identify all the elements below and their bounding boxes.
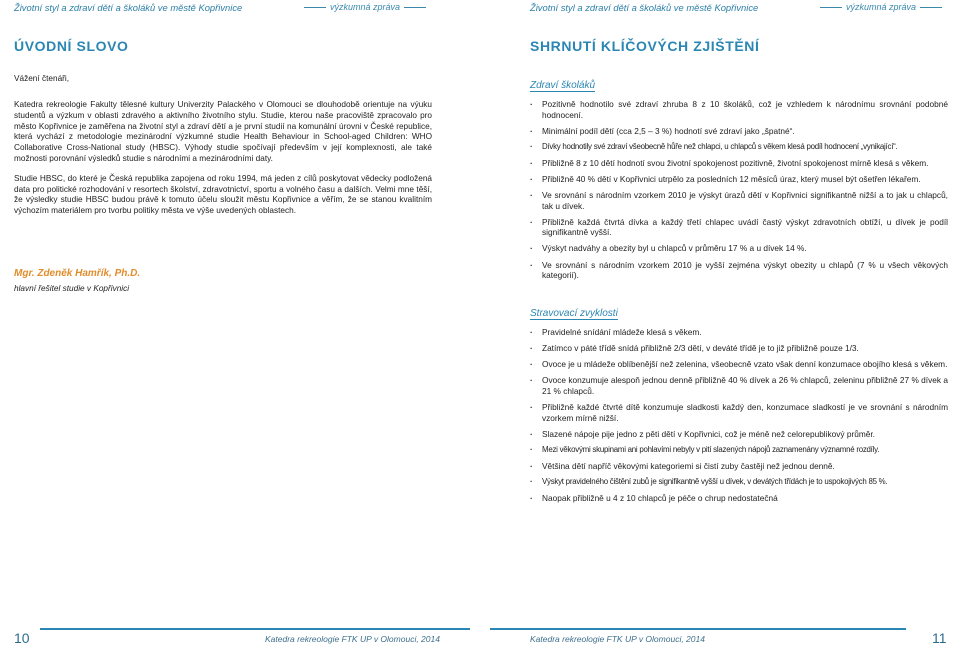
report-tag-rule <box>304 7 326 8</box>
list-item: · Většina dětí napříč věkovými kategoriemi si čistí zuby častěji než jednou denně. <box>530 461 948 472</box>
report-tag <box>816 2 946 12</box>
right-page <box>480 0 960 654</box>
report-tag-rule <box>920 7 942 8</box>
section-heading: SHRNUTÍ KLÍČOVÝCH ZJIŠTĚNÍ <box>530 38 760 54</box>
list-item: · Výskyt nadváhy a obezity byl u chlapců v průměru 17 % a u dívek 14 %. <box>530 243 948 254</box>
list-item: · Ovoce je u mládeže oblíbenější než zelenina, všeobecně vzato však denní konzumace obojího klesá s věkem. <box>530 359 948 370</box>
nutrition-findings-list <box>530 327 948 509</box>
list-item: · Pravidelné snídání mládeže klesá s věkem. <box>530 327 948 338</box>
list-item: · Přibližně každá čtvrtá dívka a každý třetí chlapec uvádí častý výskyt zdravotních obtíží, u dívek je podíl signifikantně vyšší. <box>530 217 948 238</box>
subsection-title-nutrition-text: Stravovací zvyklosti <box>530 308 618 319</box>
section-heading: ÚVODNÍ SLOVO <box>14 38 129 54</box>
list-item: · Přibližně 40 % dětí v Kopřivnici utrpělo za posledních 12 měsíců úraz, který musel být ošetřen lékařem. <box>530 174 948 185</box>
list-item: · Minimální podíl dětí (cca 2,5 – 3 %) hodnotí své zdraví jako „špatné“. <box>530 126 948 137</box>
list-item: · Pozitivně hodnotilo své zdraví zhruba 8 z 10 školáků, což je vzhledem k národnímu srovnání podobné hodnocení. <box>530 99 948 120</box>
page-number: 10 <box>14 630 30 646</box>
intro-text <box>14 100 432 226</box>
list-item: · Ve srovnání s národním vzorkem 2010 je vyšší zejména výskyt obezity u chlapů (7 % u všech věkových kategorií). <box>530 260 948 281</box>
list-item: · Mezi věkovými skupinami ani pohlavími nebyly v pití slazených nápojů zaznamenány významné rozdíly. <box>530 445 948 456</box>
list-item: · Zatímco v páté třídě snídá přibližně 2/3 dětí, v deváté třídě je to již přibližně pouze 1/3. <box>530 343 948 354</box>
footer-text: Katedra rekreologie FTK UP v Olomouci, 2014 <box>265 634 440 644</box>
list-item: · Naopak přibližně u 4 z 10 chlapců je péče o chrup nedostatečná <box>530 493 948 504</box>
running-head: Životní styl a zdraví dětí a školáků ve městě Kopřivnice <box>14 2 243 13</box>
list-item: · Ovoce konzumuje alespoň jednou denně přibližně 40 % dívek a 26 % chlapců, zeleninu přibližně 27 % dívek a 21 % chlapců. <box>530 375 948 396</box>
running-head: Životní styl a zdraví dětí a školáků ve městě Kopřivnice <box>530 2 759 13</box>
report-tag-rule <box>404 7 426 8</box>
salutation: Vážení čtenáři, <box>14 74 70 83</box>
health-findings-list <box>530 99 948 286</box>
report-tag-label: výzkumná zpráva <box>329 2 400 12</box>
list-item: · Ve srovnání s národním vzorkem 2010 je výskyt úrazů dětí v Kopřivnici signifikantně nižší a to jak u chlapců, tak u dívek. <box>530 190 948 211</box>
signature-role: hlavní řešitel studie v Kopřivnici <box>14 284 130 293</box>
footer-text: Katedra rekreologie FTK UP v Olomouci, 2014 <box>530 634 705 644</box>
list-item: · Přibližně každé čtvrté dítě konzumuje sladkosti každý den, konzumace sladkostí je ve srovnání s národním vzorkem mírně nižší. <box>530 402 948 423</box>
signature-name: Mgr. Zdeněk Hamřík, Ph.D. <box>14 268 141 279</box>
list-item: · Slazené nápoje pije jedno z pěti dětí v Kopřivnici, což je méně než celorepublikový průměr. <box>530 429 948 440</box>
list-item: · Dívky hodnotily své zdraví všeobecně hůře než chlapci, u chlapců s věkem klesá podíl hodnocení „vynikající“. <box>530 142 948 153</box>
report-tag-rule <box>820 7 842 8</box>
report-tag <box>300 2 430 12</box>
subsection-title-health-text: Zdraví školáků <box>530 80 596 91</box>
footer-rule <box>40 628 470 630</box>
subsection-title-health <box>530 80 595 91</box>
footer-rule <box>490 628 906 630</box>
report-tag-label: výzkumná zpráva <box>845 2 916 12</box>
list-item: · Výskyt pravidelného čištění zubů je signifikantně vyšší u dívek, v devátých třídách je to uspokojivých 85 %. <box>530 477 948 488</box>
page-number: 11 <box>932 630 947 646</box>
intro-paragraph-2: Studie HBSC, do které je Česká republika zapojena od roku 1994, má jeden z cílů poskytovat vědecky podložená data pro politické rozhodování v resortech školství, zdravotnictví, sportu a volného času a dalších. Velmi mne těší, že výsledky studie HBSC budou právě k tomuto účelu sloužit městu Kopřivnice a věřím, že se stanou kvalitním výchozím materiálem pro tvorbu politiky města ve výše uvedených oblastech. <box>14 173 432 216</box>
subsection-title-nutrition <box>530 308 618 319</box>
intro-paragraph-1: Katedra rekreologie Fakulty tělesné kultury Univerzity Palackého v Olomouci se dlouhodobě orientuje na výuku studentů a výzkum v oblasti zdravého a aktivního životního stylu. Studie, kterou naše pracoviště zpracovalo pro město Kopřivnice je zaměřena na životní styl a zdraví dětí a je první studií na komunální úrovni v České republice, která vychází z metodologie mezinárodní výzkumné studie Health Behaviour in School-aged Children: WHO Collaborative Cross-National study (HBSC). Výhody studie spočívají především v její komplexnosti, ale také možnosti porovnání výsledků studie s národními a mezinárodními daty. <box>14 100 432 163</box>
list-item: · Přibližně 8 z 10 dětí hodnotí svou životní spokojenost pozitivně, životní spokojenost mírně klesá s věkem. <box>530 158 948 169</box>
